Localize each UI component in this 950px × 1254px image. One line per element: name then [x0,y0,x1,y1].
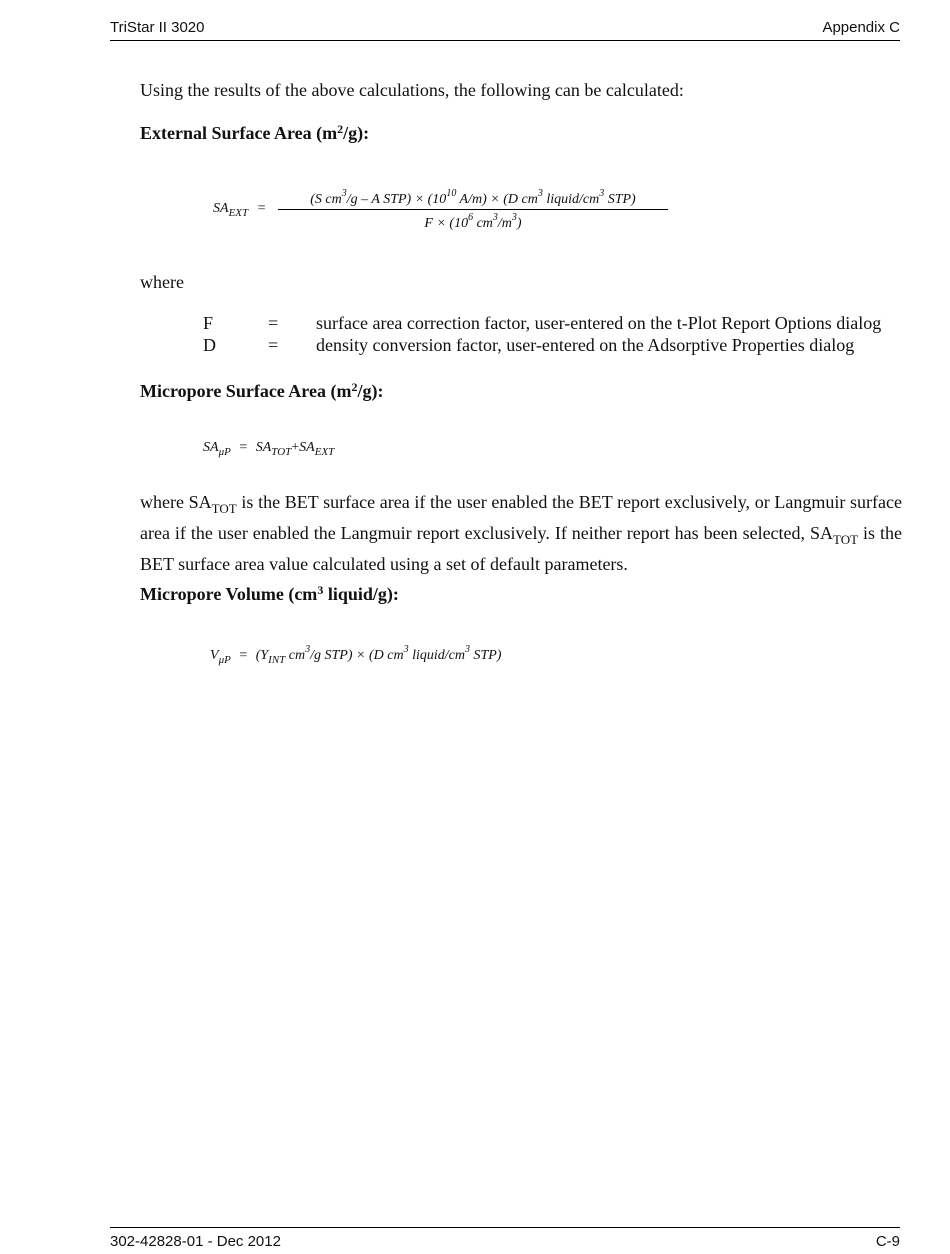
page-header [110,18,900,41]
eq1-denominator: $F \times (10^6$ $cm^3/m^3$) [424,212,522,231]
header-title: TriStar II 3020 [110,19,205,36]
def-symbol-f: F [203,313,214,333]
paragraph-sa-tot: where $SA_{TOT}$ is the BET surface area if the user enabled the BET report exclusively, or Langmuir surface area if the user enabled the Langmuir report exclusively. If neither report has been selected, $SA_{TOT}$ is the BET surface area value calculated using a set of default parameters. [140,492,903,574]
eq1-fraction [278,188,668,232]
heading-external-surface-area: External Surface Area $(m^2/g)$: [140,122,370,143]
eq1-lhs: $SA_{EXT}$ = [213,201,266,219]
eq2: $SA_{\mu P} = SA_{TOT}+SA_{EXT}$ [203,440,335,458]
footer-page-number: C-9 [875,1233,900,1250]
heading-micropore-surface-area: Micropore Surface Area $(m^2/g)$: [140,380,384,401]
footer-doc-number: 302-42828-01 - Dec 2012 [110,1233,281,1250]
eq1-numerator: (S $cm^3/g$ – A $STP) \times (10^{10}$ A/m) × (D $cm^3$ liquid/$cm^3$ STP) [278,188,668,210]
where-label: where [140,272,184,292]
header-section: Appendix C [822,19,900,36]
def-equals-d: = [268,335,279,355]
def-equals-f: = [268,313,279,333]
def-desc-d: density conversion factor, user-entered on the Adsorptive Properties dialog [316,335,855,355]
def-desc-f: surface area correction factor, user-entered on the t-Plot Report Options dialog [316,313,882,333]
intro-text: Using the results of the above calculations, the following can be calculated: [140,80,684,100]
page-footer [110,1227,900,1252]
def-symbol-d: D [203,335,216,355]
eq3: $V_{\mu P} = (Y_{INT}$ $cm^3/g$ STP) × (D $cm^3$ liquid/$cm^3$ STP) [210,644,502,666]
heading-micropore-volume: Micropore Volume ($cm^3$ liquid/g): [140,583,399,604]
